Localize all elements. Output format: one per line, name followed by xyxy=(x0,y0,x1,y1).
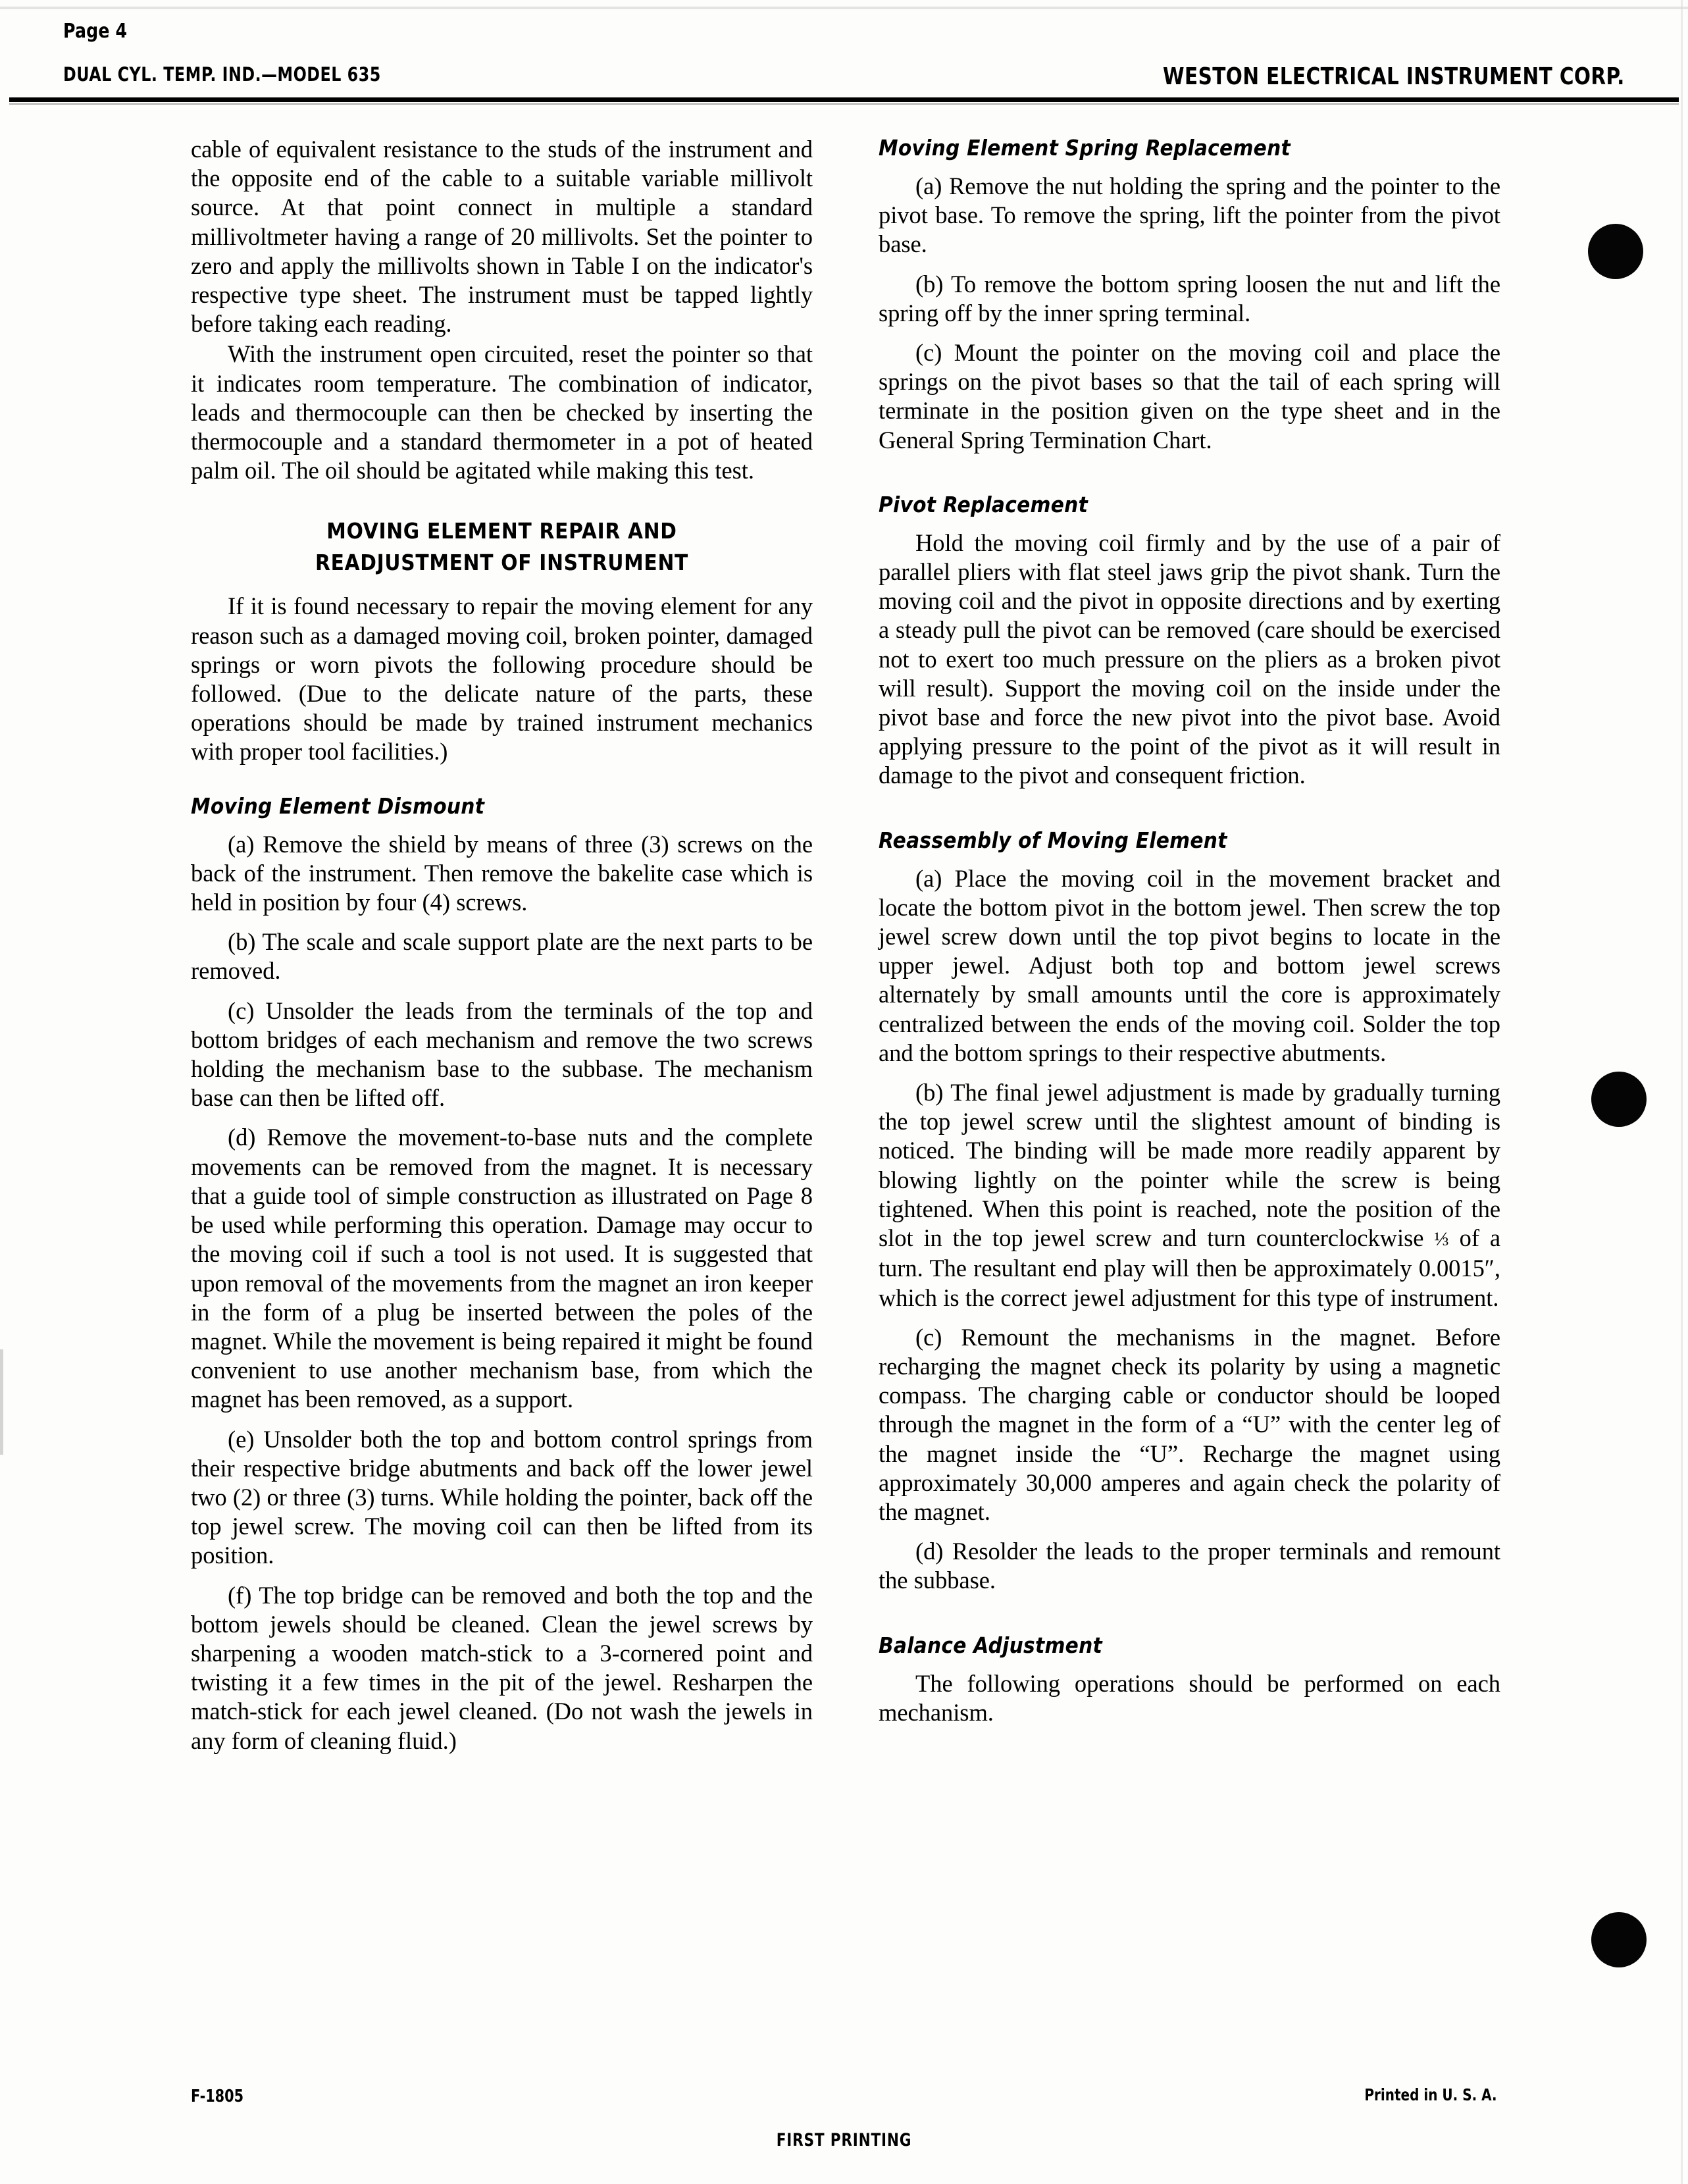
punch-hole-bottom xyxy=(1591,1912,1647,1967)
subheading-reassembly-of-moving-element: Reassembly of Moving Element xyxy=(879,827,1227,853)
fraction-one-third: ⅓ xyxy=(1434,1228,1449,1251)
section-heading-line-1: MOVING ELEMENT REPAIR AND xyxy=(326,518,677,544)
paragraph-dismount-a: (a) Remove the shield by means of three (3) screws on the back of the instrument. Then remove the bakelite case which is held in position by four (4) screws. xyxy=(191,830,813,916)
paragraph-reassembly-b-text-2: of a turn. The resultant end play will then be approximately 0.0015″, which is the correct jewel adjustment for this type of instrument. xyxy=(879,1224,1500,1311)
paragraph-open-circuited: With the instrument open circuited, reset the pointer so that it indicates room temperature. The combination of indicator, leads and thermocouple can then be checked by inserting the thermocouple and a standard thermometer in a pot of heated palm oil. The oil should be agitated while making this test. xyxy=(191,340,813,484)
paragraph-reassembly-a: (a) Place the moving coil in the movement bracket and locate the bottom pivot in the bottom jewel. Then screw the top jewel screw down until the top pivot begins to locate in the upper jewel. Adjust both top and bottom jewel screws alternately by small amounts until the core is approximately centralized between the ends of the moving coil. Solder the top and the bottom springs to their respective abutments. xyxy=(879,864,1500,1066)
subheading-pivot-replacement: Pivot Replacement xyxy=(879,491,1088,517)
footer-printed-in: Printed in U. S. A. xyxy=(1364,2085,1497,2104)
paragraph-cable-continuation: cable of equivalent resistance to the studs of the instrument and the opposite end of the cable to a suitable variable millivolt source. At that point connect in multiple a standard millivoltmeter having a range of 20 millivolts. Set the pointer to zero and apply the millivolts shown in Table I on the indicator's respective type sheet. The instrument must be tapped lightly before taking each reading. xyxy=(191,136,813,338)
header-rule-shadow xyxy=(9,103,1679,105)
paragraph-reassembly-b xyxy=(879,1078,1500,1313)
header-rule xyxy=(9,97,1679,102)
footer-form-number: F-1805 xyxy=(191,2087,244,2106)
paragraph-reassembly-d: (d) Resolder the leads to the proper terminals and remount the subbase. xyxy=(879,1538,1500,1594)
paragraph-repair-intro: If it is found necessary to repair the moving element for any reason such as a damaged moving coil, broken pointer, damaged springs or worn pivots the following procedure should be followed. (Due to the delicate nature of the parts, these operations should be made by trained instrument mechanics with proper tool facilities.) xyxy=(191,592,813,766)
punch-hole-top xyxy=(1588,224,1643,279)
subheading-moving-element-spring-replacement: Moving Element Spring Replacement xyxy=(879,135,1291,161)
two-column-body xyxy=(191,135,1500,1757)
paragraph-balance-adjustment: The following operations should be performed on each mechanism. xyxy=(879,1669,1500,1726)
scan-edge-artifact-top xyxy=(0,7,1688,9)
paragraph-reassembly-b-text-1: (b) The final jewel adjustment is made by gradually turning the top jewel screw until the slightest amount of binding is noticed. The binding will be made more readily apparent by blowing lightly on the pointer while the screw is being tightened. When this point is reached, note the position of the slot in the top jewel screw and turn counterclockwise xyxy=(879,1079,1500,1252)
left-column xyxy=(191,135,813,1757)
paragraph-spring-b: (b) To remove the bottom spring loosen the nut and lift the spring off by the inner spring terminal. xyxy=(879,270,1500,326)
scan-edge-artifact-right xyxy=(1681,0,1683,2184)
paragraph-dismount-f: (f) The top bridge can be removed and both the top and the bottom jewels should be cleaned. Clean the jewel screws by sharpening a wooden match-stick to a 3-cornered point and twisting it a few times in the pit of the jewel. Resharpen the match-stick for each jewel cleaned. (Do not wash the jewels in any form of cleaning fluid.) xyxy=(191,1581,813,1754)
footer-first-printing: FIRST PRINTING xyxy=(776,2130,912,2150)
paragraph-dismount-c: (c) Unsolder the leads from the terminals of the top and bottom bridges of each mechanism and remove the two screws holding the mechanism base to the subbase. The mechanism base can then be lifted off. xyxy=(191,997,813,1112)
paragraph-reassembly-c: (c) Remount the mechanisms in the magnet. Before recharging the magnet check its polarity by using a magnetic compass. The charging cable or conductor should be looped through the magnet in the form of a “U” with the center leg of the magnet inside the “U”. Recharge the magnet using approximately 30,000 amperes and again check the polarity of the magnet. xyxy=(879,1323,1500,1525)
section-heading-moving-element-repair xyxy=(222,515,782,579)
section-heading-line-2: READJUSTMENT OF INSTRUMENT xyxy=(315,550,688,576)
paragraph-dismount-e: (e) Unsolder both the top and bottom control springs from their respective bridge abutments and back off the lower jewel two (2) or three (3) turns. While holding the pointer, back off the top jewel screw. The moving coil can then be lifted from its position. xyxy=(191,1425,813,1569)
paragraph-spring-c: (c) Mount the pointer on the moving coil and place the springs on the pivot bases so that the tail of each spring will terminate in the position given on the type sheet and in the General Spring Termination Chart. xyxy=(879,339,1500,454)
paragraph-pivot-replacement: Hold the moving coil firmly and by the use of a pair of parallel pliers with flat steel jaws grip the pivot shank. Turn the moving coil and the pivot in opposite directions and by exerting a steady pull the pivot can be removed (care should be exercised not to exert too much pressure on the pliers as a broken pivot will result). Support the moving coil on the inside under the pivot base and force the new pivot into the pivot base. Avoid applying pressure to the point of the pivot as it will result in damage to the pivot and consequent friction. xyxy=(879,529,1500,789)
scan-edge-artifact-left xyxy=(0,1349,3,1455)
paragraph-dismount-d: (d) Remove the movement-to-base nuts and the complete movements can be removed from the magnet. It is necessary that a guide tool of simple construction as illustrated on Page 8 be used while performing this operation. Damage may occur to the moving coil if such a tool is not used. It is suggested that upon removal of the movements from the magnet an iron keeper in the form of a plug be inserted between the poles of the magnet. While the movement is being repaired it might be found convenient to use another mechanism base, from which the magnet has been removed, as a support. xyxy=(191,1124,813,1413)
subheading-moving-element-dismount: Moving Element Dismount xyxy=(191,793,485,819)
running-head-left: DUAL CYL. TEMP. IND.—MODEL 635 xyxy=(63,63,381,86)
running-head xyxy=(63,63,1625,93)
subheading-balance-adjustment: Balance Adjustment xyxy=(879,1632,1102,1658)
right-column xyxy=(879,135,1500,1757)
punch-hole-middle xyxy=(1591,1072,1647,1127)
paragraph-spring-a: (a) Remove the nut holding the spring and the pointer to the pivot base. To remove the spring, lift the pointer from the pivot base. xyxy=(879,172,1500,258)
paragraph-dismount-b: (b) The scale and scale support plate are the next parts to be removed. xyxy=(191,928,813,985)
page-number: Page 4 xyxy=(63,20,128,43)
running-head-right: WESTON ELECTRICAL INSTRUMENT CORP. xyxy=(1163,63,1625,90)
